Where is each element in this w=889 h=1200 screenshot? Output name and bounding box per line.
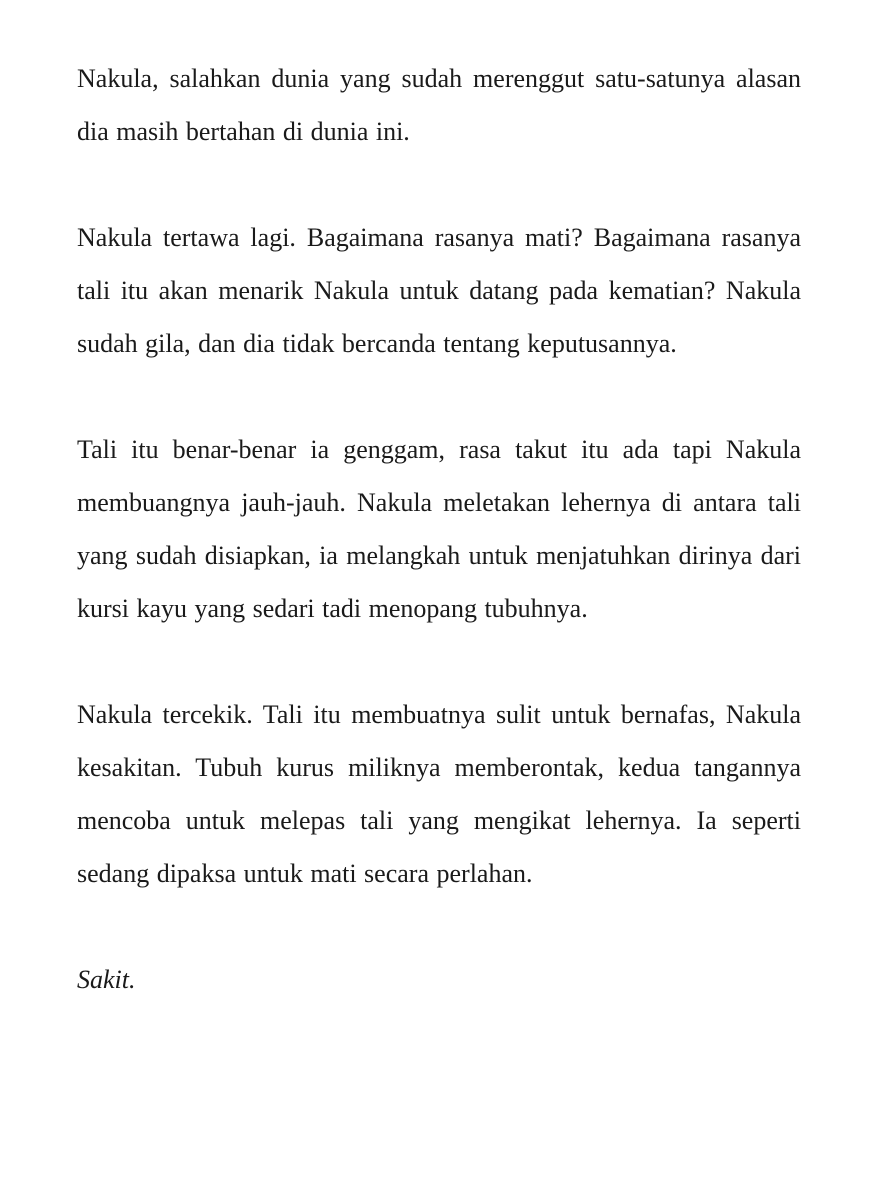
paragraph-5: Sakit. <box>77 965 136 994</box>
paragraph-2: Nakula tertawa lagi. Bagaimana rasanya mati? Bagaimana rasanya tali itu akan menarik Nakula untuk datang pada kematian? Nakula sudah gila, dan dia tidak bercanda tentang keputusannya. <box>77 223 801 358</box>
document-body <box>77 52 801 1059</box>
paragraph-3: Tali itu benar-benar ia genggam, rasa takut itu ada tapi Nakula membuangnya jauh-jauh. Nakula meletakan lehernya di antara tali yang sudah disiapkan, ia melangkah untuk menjatuhkan dirinya dari kursi kayu yang sedari tadi menopang tubuhnya. <box>77 435 801 623</box>
paragraph-1: Nakula, salahkan dunia yang sudah merenggut satu-satunya alasan dia masih bertahan di dunia ini. <box>77 64 801 146</box>
paragraph-4: Nakula tercekik. Tali itu membuatnya sulit untuk bernafas, Nakula kesakitan. Tubuh kurus miliknya memberontak, kedua tangannya mencoba untuk melepas tali yang mengikat lehernya. Ia seperti sedang dipaksa untuk mati secara perlahan. <box>77 700 801 888</box>
